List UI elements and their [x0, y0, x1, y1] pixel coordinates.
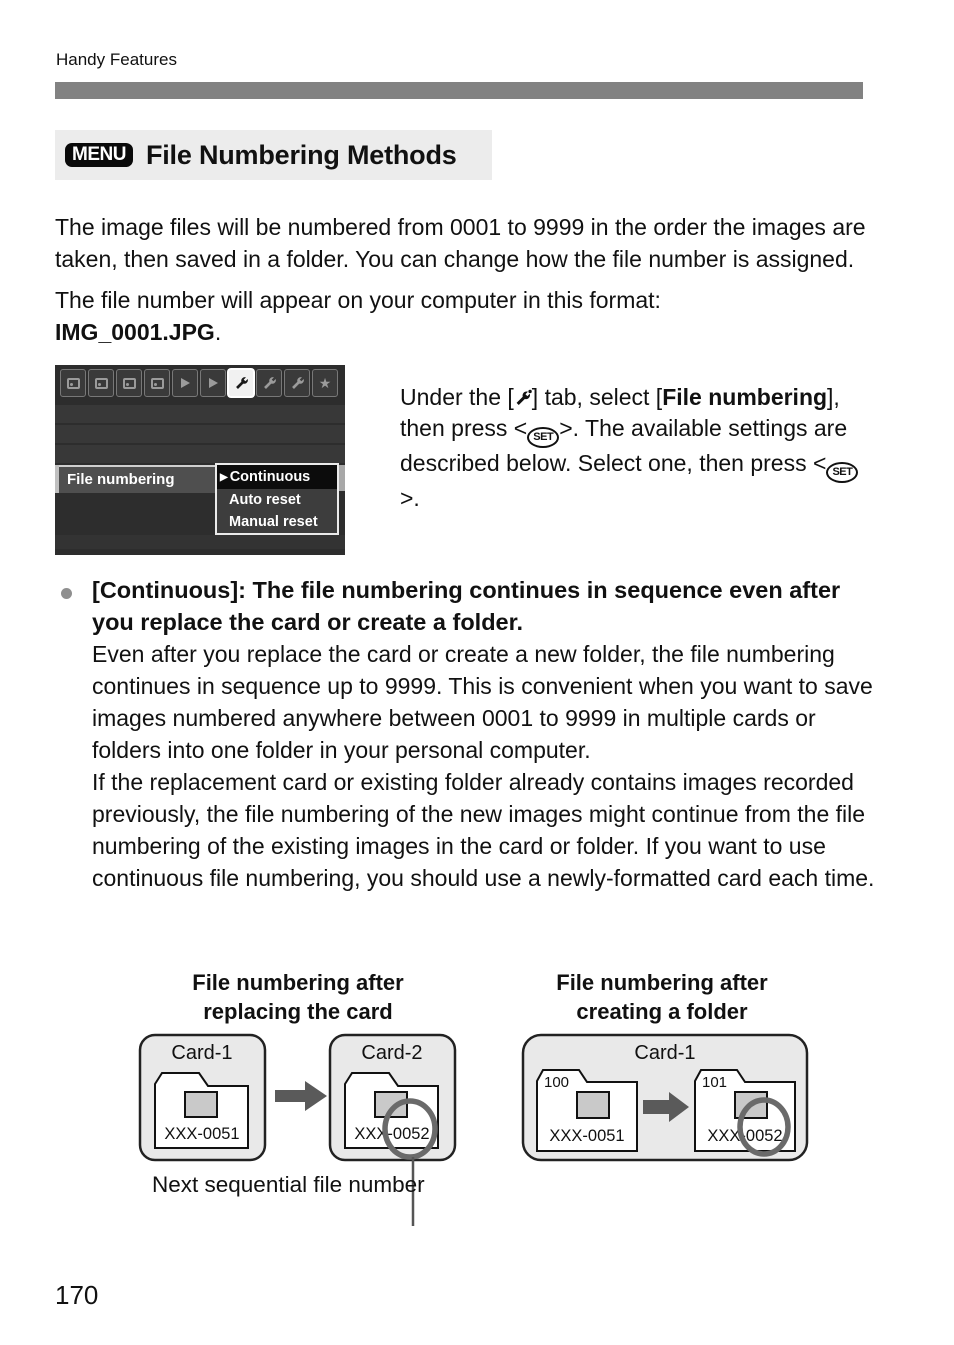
setup-tab-icon	[514, 389, 532, 407]
camera-icon	[123, 378, 136, 389]
image-thumbnail-icon	[185, 1092, 217, 1117]
folder-number: 100	[544, 1074, 570, 1091]
folder-100-icon	[537, 1070, 637, 1151]
instruction-paragraph	[400, 382, 872, 514]
file-format-paragraph	[55, 284, 871, 348]
camera-icon	[95, 378, 108, 389]
file-number: XXX-0052	[354, 1125, 430, 1143]
diagram-title-create-folder	[512, 968, 812, 1026]
instruction-text: ], then press <	[400, 384, 840, 441]
tab-setup-1-selected	[228, 369, 254, 397]
menu-empty-row	[55, 535, 345, 549]
menu-tab-bar	[60, 369, 338, 397]
image-thumbnail-icon	[577, 1092, 609, 1118]
tab-playback-1	[172, 369, 198, 397]
set-button-icon: SET	[527, 427, 559, 448]
instruction-text: >.	[400, 485, 420, 511]
file-number: XXX-0052	[707, 1127, 783, 1145]
menu-empty-row	[55, 425, 345, 443]
menu-empty-row	[55, 405, 345, 423]
card-2-group	[330, 1035, 455, 1160]
tab-shooting-2	[88, 369, 114, 397]
playback-icon	[209, 378, 218, 388]
page-number: 170	[55, 1280, 99, 1310]
file-format-text: The file number will appear on your computer in this format:	[55, 287, 661, 313]
option-continuous	[217, 465, 337, 489]
instruction-text: ] tab, select [	[531, 384, 663, 410]
section-title: File Numbering Methods	[145, 139, 457, 170]
intro-paragraph: The image files will be numbered from 0001 to 9999 in the order the images are taken, then saved in a folder. You can change how the file number is assigned.	[55, 214, 866, 272]
section-title-block	[55, 130, 492, 180]
star-icon: ★	[318, 375, 332, 391]
file-numbering-ref: File numbering	[662, 384, 828, 410]
period: .	[214, 319, 222, 345]
arrow-right-icon	[275, 1081, 327, 1111]
wrench-icon	[262, 376, 277, 391]
continuous-body-1: Even after you replace the card or create a new folder, the file numbering continues in sequence up to 9999. This is convenient when you want to save images numbered anywhere between 0001 to 9999 in multiple cards or folders into one folder in your personal computer.	[92, 641, 873, 763]
option-auto-reset: Auto reset	[229, 492, 301, 508]
tab-setup-3	[284, 369, 310, 397]
set-button-icon: SET	[826, 462, 858, 483]
tab-shooting-4	[144, 369, 170, 397]
continuous-body-2: If the replacement card or existing folder already contains images recorded previously, the file numbering of the new images might continue from the file numbering of the existing images in the card or folder. If you want to use continuous file numbering, you should use a newly-formatted card each time.	[92, 769, 875, 891]
diagram-caption: Next sequential file number	[152, 1172, 425, 1197]
tab-shooting-3	[116, 369, 142, 397]
wrench-icon	[290, 376, 305, 391]
camera-icon	[151, 378, 164, 389]
card-1-label: Card-1	[171, 1042, 233, 1064]
wrench-icon	[234, 376, 249, 391]
instruction-text: >. The available settings are described below. Select one, then press <	[400, 415, 848, 476]
menu-button-badge: MENU	[65, 143, 133, 167]
card-label: Card-1	[634, 1042, 696, 1064]
camera-menu-screenshot	[55, 365, 345, 555]
header-rule-bar	[55, 82, 863, 99]
diagram-create-folder	[515, 1026, 815, 1186]
folder-number: 101	[702, 1074, 728, 1091]
title-line: creating a folder	[576, 999, 748, 1024]
option-manual-reset: Manual reset	[229, 514, 318, 530]
title-line: replacing the card	[203, 999, 393, 1024]
tab-my-menu	[312, 369, 338, 397]
continuous-section	[92, 574, 887, 894]
bullet-icon	[61, 588, 72, 599]
file-number: XXX-0051	[549, 1127, 625, 1145]
continuous-heading: [Continuous]: The file numbering continues in sequence even after you replace the card or create a folder.	[92, 577, 841, 635]
file-number: XXX-0051	[164, 1125, 240, 1143]
file-numbering-diagrams	[0, 966, 954, 1236]
file-name-example: IMG_0001.JPG	[55, 319, 215, 345]
tab-shooting-1	[60, 369, 86, 397]
menu-item-file-numbering: File numbering	[59, 465, 217, 493]
option-label: Continuous	[229, 469, 311, 485]
card-2-label: Card-2	[361, 1042, 423, 1064]
running-head: Handy Features	[56, 50, 177, 69]
tab-setup-2	[256, 369, 282, 397]
instruction-text: Under the [	[400, 384, 514, 410]
title-line: File numbering after	[192, 970, 404, 995]
scrollbar-indicator	[339, 465, 345, 491]
tab-playback-2	[200, 369, 226, 397]
camera-icon	[67, 378, 80, 389]
diagram-title-replace-card	[128, 968, 468, 1026]
title-line: File numbering after	[556, 970, 768, 995]
selection-arrow-icon: ▶	[220, 471, 228, 483]
file-numbering-options	[215, 463, 339, 535]
playback-icon	[181, 378, 190, 388]
menu-empty-row	[55, 445, 345, 463]
